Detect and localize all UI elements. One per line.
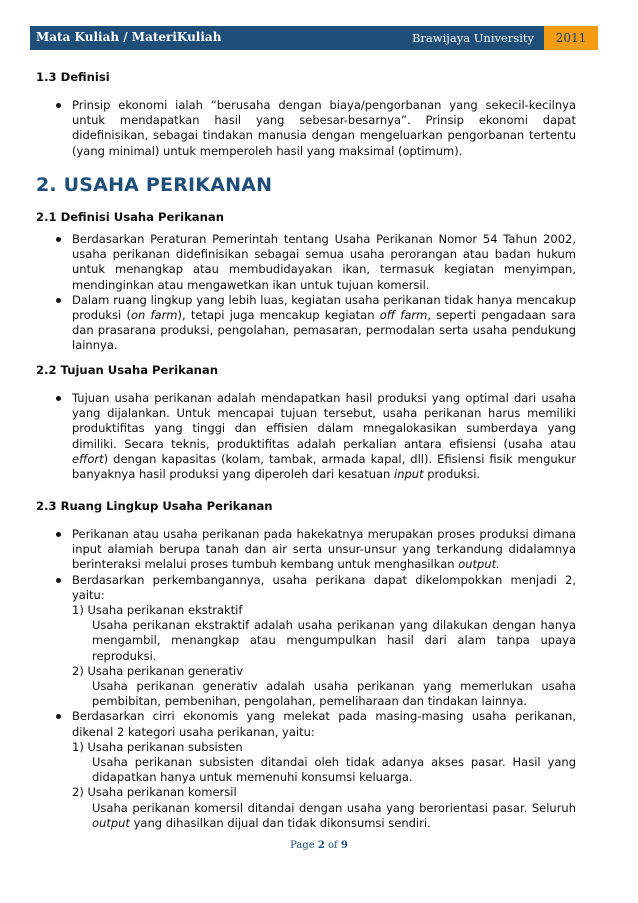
chapter-heading-block <box>36 174 576 196</box>
bullet-text: Berdasarkan cirri ekonomis yang melekat pada masing-masing usaha perikanan, dikenal 2 kategori usaha perikanan, yaitu: <box>72 709 576 739</box>
sub-item-heading: 1) Usaha perikanan subsisten <box>72 739 243 754</box>
sub-item-body: Usaha perikanan generativ adalah usaha perikanan yang memerlukan usaha pembibitan, pembenihan, pengolahan, pemeliharaan dan tindakan lainnya. <box>92 679 576 709</box>
list-item: Dalam ruang lingkup yang lebih luas, kegiatan usaha perikanan tidak hanya mencakup produksi (on farm), tetapi juga mencakup kegiatan off farm, seperti pengadaan sara dan prasarana produksi, pengolahan, pemasaran, permodalan serta usaha pendukung lainnya. <box>36 293 576 354</box>
section-title: 1.3 Definisi <box>36 70 110 84</box>
section-2-2 <box>36 363 576 482</box>
list-item <box>36 709 576 831</box>
section-title: 2.2 Tujuan Usaha Perikanan <box>36 363 218 377</box>
chapter-title: 2. USAHA PERIKANAN <box>36 174 273 196</box>
list-item: Tujuan usaha perikanan adalah mendapatkan hasil produksi yang optimal dari usaha yang dijalankan. Untuk mencapai tujuan tersebut, usaha perikanan harus memiliki produktifitas yang tinggi dan effisien dalam mnegalokasikan sumberdaya yang dimiliki. Secara teknis, produktifitas adalah perkalian antara efisiensi (usaha atau effort) dengan kapasitas (kolam, tambak, armada kapal, dll). Efisiensi fisik mengukur banyaknya hasil produksi yang diperoleh dari kesatuan input produksi. <box>36 391 576 482</box>
sub-item-heading: 2) Usaha perikanan generativ <box>72 663 244 678</box>
page-header <box>30 26 598 50</box>
list-item: Perikanan atau usaha perikanan pada hakekatnya merupakan proses produksi dimana input alamiah berupa tanah dan air serta unsur-unsur yang terkandung didalamnya berinteraksi melalui proses tumbuh kembang untuk menghasilkan output. <box>36 527 576 573</box>
bullet-text: Berdasarkan Peraturan Pemerintah tentang Usaha Perikanan Nomor 54 Tahun 2002, usaha perikanan didefinisikan sebagai semua usaha perorangan atau badan hukum untuk menangkap atau membudidayakan ikan, termasuk kegiatan menyimpan, mendinginkan atau mengawetkan ikan untuk tujuan komersil. <box>72 232 576 292</box>
page-footer <box>0 840 638 851</box>
list-item <box>36 573 576 710</box>
section-2-1 <box>36 210 576 354</box>
sub-item-body: Usaha perikanan ekstraktif adalah usaha perikanan yang dilakukan dengan hanya mengambil, menangkap atau mengumpulkan hasil dari alam tanpa upaya reproduksi. <box>92 618 576 663</box>
page-label: Page <box>290 840 318 851</box>
bullet-text: Berdasarkan perkembangannya, usaha perikana dapat dikelompokkan menjadi 2, yaitu: <box>72 572 576 602</box>
bullet-icon <box>56 396 61 401</box>
sub-item-body: Usaha perikanan subsisten ditandai oleh tidak adanya akses pasar. Hasil yang didapatkan hanya untuk memenuhi konsumsi keluarga. <box>92 755 576 785</box>
page-total: 9 <box>340 840 348 851</box>
bullet-icon <box>56 103 61 108</box>
section-2-3 <box>36 499 576 831</box>
header-university: Brawijaya University <box>411 31 534 45</box>
header-bar <box>30 26 544 50</box>
page-number: 2 <box>317 840 325 851</box>
section-title: 2.1 Definisi Usaha Perikanan <box>36 210 224 224</box>
sub-list <box>72 603 576 709</box>
sub-item-heading: 2) Usaha perikanan komersil <box>72 785 237 800</box>
bullet-text: Prinsip ekonomi ialah “berusaha dengan biaya/pengorbanan yang sekecil-kecilnya untuk mendapatkan hasil yang sebesar-besarnya”. Prinsip ekonomi dapat didefinisikan, sebagai tindakan manusia dengan mengeluarkan pengorbanan tertentu (yang minimal) untuk memperoleh hasil yang maksimal (optimum). <box>72 98 576 158</box>
sub-list <box>72 740 576 831</box>
sub-item-body: Usaha perikanan komersil ditandai dengan usaha yang berorientasi pasar. Seluruh output yang dihasilkan dijual dan tidak dikonsumsi sendiri. <box>92 800 576 830</box>
header-course-title: Mata Kuliah / MateriKuliah <box>36 30 222 44</box>
bullet-icon <box>56 298 61 303</box>
list-item <box>36 232 576 293</box>
bullet-icon <box>56 237 61 242</box>
header-year: 2011 <box>544 26 598 50</box>
bullet-icon <box>56 578 61 583</box>
section-1-3 <box>36 70 576 159</box>
section-title: 2.3 Ruang Lingkup Usaha Perikanan <box>36 499 273 513</box>
sub-item-heading: 1) Usaha perikanan ekstraktif <box>72 603 243 618</box>
page-of-label: of <box>324 840 341 851</box>
bullet-icon <box>56 532 61 537</box>
list-item <box>36 98 576 159</box>
bullet-icon <box>56 714 61 719</box>
